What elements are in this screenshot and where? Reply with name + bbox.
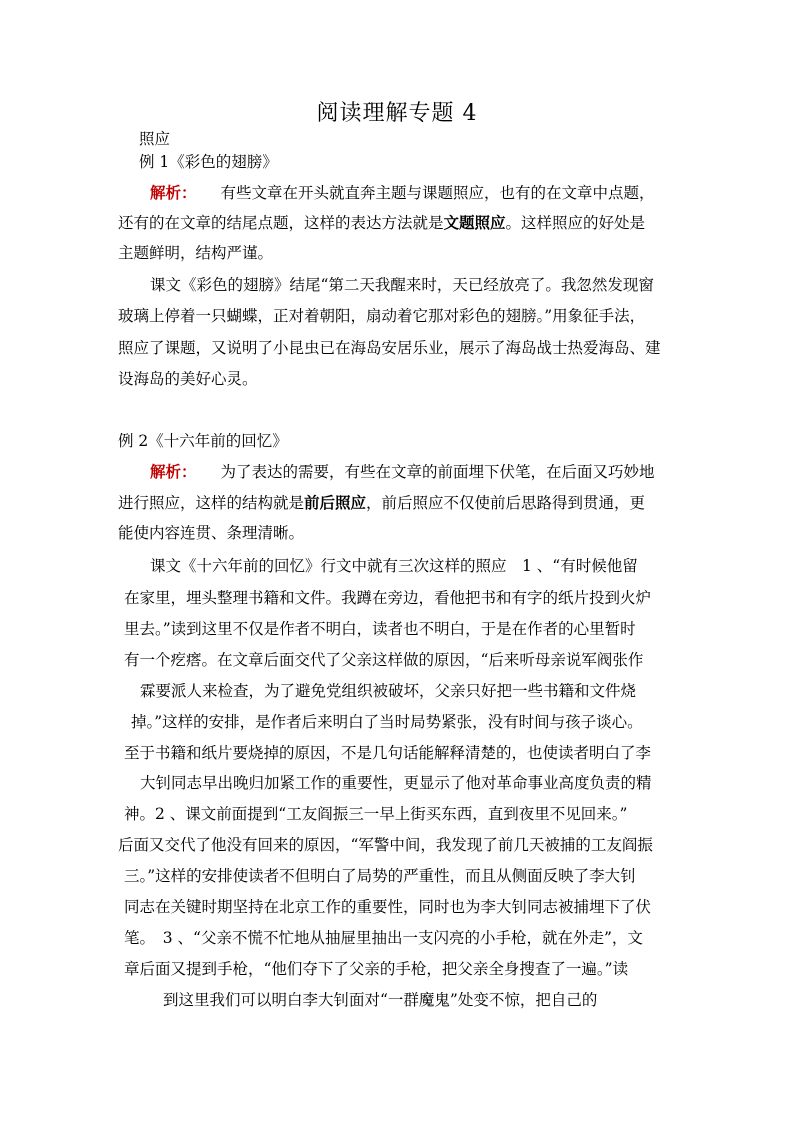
example-2-line-7: 有一个疙瘩。在文章后面交代了父亲这样做的原因，“后来听母亲说军阀张作 [124, 651, 644, 669]
analysis-label: 解析： [150, 183, 197, 202]
example-2-line-6: 里去。”读到这里不仅是作者不明白，读者也不明白，于是在作者的心里暂时 [124, 620, 636, 638]
section-heading: 照应 [139, 130, 171, 148]
example-1-line-2 [118, 213, 645, 233]
example-1-text: 有些文章在开头就直奔主题与课题照应，也有的在文章中点题， [220, 184, 655, 202]
example-2-line-1 [150, 462, 655, 482]
example-2-line-3: 能使内容连贯、条理清晰。 [118, 524, 305, 542]
example-2-line-12: 神。2 、课文前面提到“工友阎振三一早上街买东西，直到夜里不见回来。” [124, 805, 628, 823]
example-2-line-10: 至于书籍和纸片要烧掉的原因，不是几句话能解释清楚的，也使读者明白了李 [124, 744, 652, 762]
page-title: 阅读理解专题 4 [316, 101, 478, 126]
example-1-line-6: 照应了课题，又说明了小昆虫已在海岛安居乐业，展示了海岛战士热爱海岛、建 [118, 339, 661, 357]
example-1-line-4: 课文《彩色的翅膀》结尾“第二天我醒来时，天已经放亮了。我忽然发现窗 [150, 276, 654, 294]
example-1-line-3: 主题鲜明，结构严谨。 [118, 244, 274, 262]
example-1-line-7: 设海岛的美好心灵。 [118, 370, 258, 388]
example-2-line-16: 笔。 3 、“父亲不慌不忙地从抽屉里抽出一支闪亮的小手枪，就在外走”，文 [124, 929, 643, 947]
key-term: 文题照应 [443, 213, 506, 232]
example-2-line-17: 章后面又提到手枪，“他们夺下了父亲的手枪，把父亲全身搜查了一遍。”读 [124, 960, 629, 978]
example-2-line-8: 霖要派人来检查，为了避免党组织被破坏，父亲只好把一些书籍和文件烧 [140, 682, 637, 700]
example-1-heading: 例 1《彩色的翅膀》 [139, 153, 278, 171]
example-2-text: ，前后照应不仅使前后思路得到贯通，更 [366, 494, 646, 512]
example-2-line-4: 课文《十六年前的回忆》行文中就有三次这样的照应 1 、“有时候他留 [150, 557, 638, 575]
key-term: 前后照应 [304, 493, 367, 512]
example-2-text: 为了表达的需要，有些在文章的前面埋下伏笔，在后面又巧妙地 [220, 463, 655, 481]
example-2-heading: 例 2《十六年前的回忆》 [118, 432, 288, 450]
example-2-line-15: 同志在关键时期坚持在北京工作的重要性，同时也为李大钊同志被捕埋下了伏 [124, 898, 652, 916]
example-2-line-5: 在家里，埋头整理书籍和文件。我蹲在旁边，看他把书和有字的纸片投到火炉 [124, 589, 652, 607]
example-2-line-18: 到这里我们可以明白李大钊面对“一群魔鬼”处变不惊，把自己的 [163, 991, 598, 1009]
example-2-line-13: 后面又交代了他没有回来的原因，“军警中间，我发现了前几天被捕的工友阎振 [118, 836, 653, 854]
analysis-label: 解析： [150, 462, 197, 481]
example-1-text: 还有的在文章的结尾点题，这样的表达方法就是 [118, 214, 444, 232]
example-2-line-2 [118, 493, 645, 513]
example-2-line-11: 大钊同志早出晚归加紧工作的重要性，更显示了他对革命事业高度负责的精 [140, 774, 652, 792]
example-1-line-1 [150, 183, 655, 203]
example-2-line-14: 三。”这样的安排使读者不但明白了局势的严重性，而且从侧面反映了李大钊 [124, 867, 636, 885]
example-2-line-9: 掉。”这样的安排，是作者后来明白了当时局势紧张，没有时间与孩子谈心。 [131, 713, 643, 731]
example-1-text: 。这样照应的好处是 [505, 214, 646, 232]
example-1-line-5: 玻璃上停着一只蝴蝶，正对着朝阳，扇动着它那对彩色的翅膀。”用象征手法， [118, 307, 646, 325]
example-2-text: 进行照应，这样的结构就是 [118, 494, 305, 512]
